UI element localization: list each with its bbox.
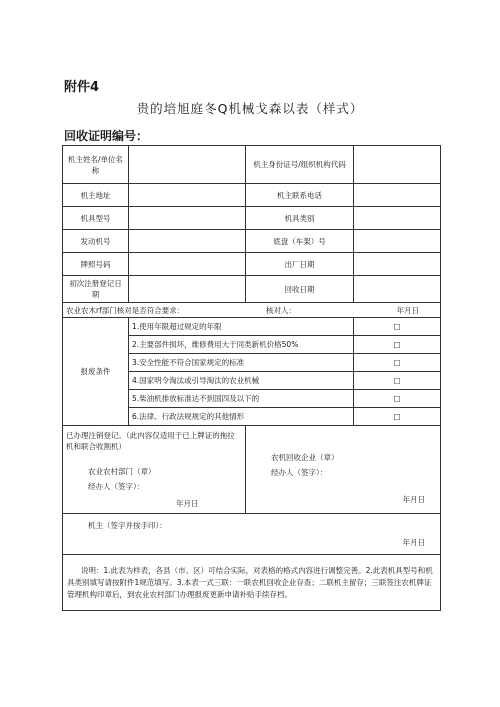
owner-signature-row <box>63 514 441 555</box>
first-registration-date-label: 初次注册登记日期 <box>63 276 129 303</box>
factory-date-field[interactable] <box>354 253 441 276</box>
signature-row <box>63 426 441 514</box>
category-field[interactable] <box>354 207 441 230</box>
agri-dept-seal-label: 农业农村部门（章） <box>88 467 156 476</box>
chassis-number-field[interactable] <box>354 230 441 253</box>
condition-item: 3.安全性能不符合国家规定的标准 <box>129 354 354 372</box>
document-title: 贵的培旭庭冬Q机械戈森以表（样式） <box>136 101 364 116</box>
recycle-date-field[interactable] <box>354 276 441 303</box>
condition-checkbox[interactable]: □ <box>354 372 441 390</box>
owner-id-field[interactable] <box>354 146 441 184</box>
verification-text: 农业农木rf部门核对是否符合要求： <box>66 305 185 315</box>
condition-item: 1.使用年限超过规定的年限 <box>129 318 354 336</box>
condition-item: 4.国家明令淘汰或引导淘汰的农业机械 <box>129 372 354 390</box>
model-field[interactable] <box>129 207 246 230</box>
recycling-certificate-table <box>62 145 441 611</box>
owner-address-field[interactable] <box>129 184 246 207</box>
owner-address-label: 机主地址 <box>63 184 129 207</box>
model-label: 机具型号 <box>63 207 129 230</box>
recycle-date-label: 回收日期 <box>246 276 354 303</box>
owner-name-label: 机主姓名/单位名称 <box>63 146 129 184</box>
dept-handler-label: 经办人（签字）： <box>88 482 145 491</box>
factory-date-label: 出厂日期 <box>246 253 354 276</box>
table-row <box>63 253 441 276</box>
category-label: 机具类别 <box>246 207 354 230</box>
notes-text: 说明：1.此表为样表，各县（市、区）可结合实际，对表格的格式内容进行调整完善。2.此表机具型号和机具类别填写请按附件1规范填写。3.本表一式三联：一联农机回收企业存查；二联机主留存；三联签注农机牌证管理机构印章后，到农业农村部门办理报废更新申请补贴手续存档。 <box>67 565 433 599</box>
table-row <box>63 207 441 230</box>
owner-name-field[interactable] <box>129 146 246 184</box>
notes-cell <box>63 555 441 611</box>
table-row <box>63 184 441 207</box>
condition-checkbox[interactable]: □ <box>354 408 441 426</box>
owner-signature-cell <box>63 514 441 555</box>
condition-item: 6.法律、行政法规规定的其他情形 <box>129 408 354 426</box>
condition-item: 2.主要部件损坏，维修费用大于同类新机价格50% <box>129 336 354 354</box>
attachment-label: 附件4 <box>64 80 100 95</box>
condition-checkbox[interactable]: □ <box>354 336 441 354</box>
deregistration-text: 已办理注销登记。（此内容仅适用于已上牌证的拖拉机和联合收割机） <box>66 431 235 451</box>
recycler-cell <box>246 426 441 514</box>
certificate-number-label: 回收证明编号： <box>64 129 149 143</box>
owner-id-label: 机主身份证号/组织机构代码 <box>246 146 354 184</box>
condition-row <box>63 318 441 336</box>
recycler-handler-label: 经办人（签字）： <box>271 468 328 477</box>
table-row <box>63 230 441 253</box>
notes-row <box>63 555 441 611</box>
checker-label: 核对人： <box>266 305 296 315</box>
table-row <box>63 276 441 303</box>
verification-cell <box>63 303 441 318</box>
engine-number-label: 发动机号 <box>63 230 129 253</box>
plate-number-label: 牌照号码 <box>63 253 129 276</box>
owner-phone-label: 机主联系电话 <box>246 184 354 207</box>
owner-signature-date: 年月日 <box>402 538 425 547</box>
condition-item: 5.柴油机排放标准达不到国四及以下的 <box>129 390 354 408</box>
plate-number-field[interactable] <box>129 253 246 276</box>
verification-row <box>63 303 441 318</box>
recycler-seal-label: 农机回收企业（章） <box>271 453 339 462</box>
chassis-number-label: 底盘（车架）号 <box>246 230 354 253</box>
dept-date: 年月日 <box>176 499 199 508</box>
scrap-conditions-label: 报废条件 <box>63 318 129 426</box>
verification-date: 年月日 <box>396 305 419 315</box>
owner-phone-field[interactable] <box>354 184 441 207</box>
engine-number-field[interactable] <box>129 230 246 253</box>
deregistration-cell <box>63 426 246 514</box>
condition-checkbox[interactable]: □ <box>354 318 441 336</box>
table-row <box>63 146 441 184</box>
condition-checkbox[interactable]: □ <box>354 354 441 372</box>
condition-checkbox[interactable]: □ <box>354 390 441 408</box>
first-registration-date-field[interactable] <box>129 276 246 303</box>
owner-signature-label: 机主（签字并按手印）： <box>88 521 167 530</box>
recycler-date: 年月日 <box>402 495 425 504</box>
